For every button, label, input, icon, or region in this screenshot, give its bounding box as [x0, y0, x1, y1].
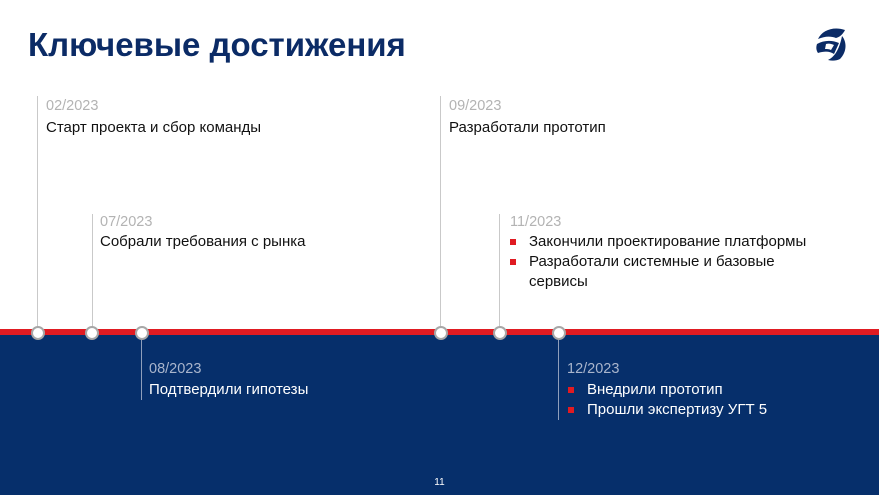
milestone-5-connector — [499, 214, 500, 331]
milestone-5-item: Закончили проектирование платформы — [508, 232, 819, 252]
milestone-2-node — [85, 326, 99, 340]
page-title: Ключевые достижения — [28, 26, 406, 63]
milestone-3-text: Подтвердили гипотезы — [149, 381, 309, 398]
milestone-6-item: Внедрили прототип — [566, 380, 767, 400]
milestone-1-date: 02/2023 — [46, 98, 99, 114]
milestone-3-date: 08/2023 — [149, 361, 202, 377]
milestone-3-connector — [141, 340, 142, 400]
milestone-6-connector — [558, 340, 559, 420]
milestone-1-text: Старт проекта и сбор команды — [46, 119, 262, 136]
milestone-3-node — [135, 326, 149, 340]
milestone-1-node — [31, 326, 45, 340]
milestone-6-node — [552, 326, 566, 340]
milestone-4-date: 09/2023 — [449, 98, 502, 114]
company-logo-icon — [812, 24, 852, 64]
milestone-5-item: Разработали системные и базовые сервисы — [508, 252, 819, 292]
milestone-2-date: 07/2023 — [100, 214, 153, 230]
milestone-5-list — [508, 232, 819, 292]
milestone-1-connector — [37, 96, 38, 331]
milestone-6-date: 12/2023 — [567, 361, 620, 377]
page-number: 11 — [434, 477, 445, 488]
milestone-2-text: Собрали требования с рынка — [100, 233, 306, 250]
milestone-6-list — [566, 380, 767, 420]
milestone-4-text: Разработали прототип — [449, 119, 606, 136]
milestone-2-connector — [92, 214, 93, 331]
milestone-5-date: 11/2023 — [510, 214, 562, 230]
milestone-5-node — [493, 326, 507, 340]
milestone-4-connector — [440, 96, 441, 331]
milestone-6-item: Прошли экспертизу УГТ 5 — [566, 400, 767, 420]
milestone-4-node — [434, 326, 448, 340]
